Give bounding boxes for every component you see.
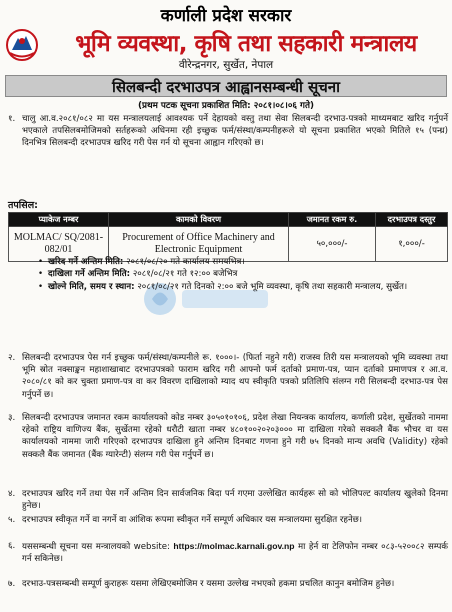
deadline-purchase (38, 256, 448, 268)
deadline-purchase-label: खरिद गर्ने अन्तिम मिति: (48, 257, 124, 267)
para-1-number: १. (8, 114, 16, 124)
para-1: चालु आ.व.२०८१/०८२ मा यस मन्त्रालयलाई आवश्यक पर्ने देहायको वस्तु तथा सेवा सिलबन्दी दरभाउ-पत्रको माध्यमबाट खरिद गर्नुपर्ने भएकाले तपसिलबमोजिमको सर्तहरूको अधिनमा रही इच्छुक फर्म/संस्था/कम्पनीहरूले यो सूचना प्रकाशित भएको मितिले १५ (पन्ध्र) दिनभित्र सिलबन्दी दरभाउपत्र खरिद गरी पेस गर्न यो सूचना आह्वान गरिएको छ। (22, 114, 448, 149)
deadline-opening-value: २०८१/०८/२१ गते दिनको २:०० बजे भूमि व्यवस्था, कृषि तथा सहकारी मन्त्रालय, सुर्खेत। (137, 281, 408, 292)
col-package-number: प्याकेज नम्बर (9, 213, 109, 227)
para-2-number: २. (8, 353, 16, 363)
deadline-submission (38, 268, 448, 280)
ministry-name: भूमि व्यवस्था, कृषि तथा सहकारी मन्त्रालय (75, 31, 417, 57)
para-6-text-pre: यससम्बन्धी सूचना यस मन्त्रालयको website: (22, 542, 174, 552)
para-6-number: ६. (8, 541, 16, 551)
para-3: सिलबन्दी दरभाउपत्र जमानत रकम कार्यालयको कोड नम्बर ३०५०१०१०६, प्रदेश लेखा नियन्त्रक कार्यालय, कर्णाली प्रदेश, सुर्खेतको नाममा रहेको राष्ट्रिय वाणिज्य बैंक, सुर्खेतमा रहेको धरौटी खाता नम्बर ४८०१००२०२०३००० मा दाखिला गरेको सक्कलै बैंक भौचर वा यस कार्यालयको नाममा जारी गरिएको दरभाउपत्र दाखिला हुने अन्तिम दिनबाट गणना हुने गरी ७५ दिनको मान्य अवधि (Validity) रहेको सक्कलै बैंक जमानत (बैंक ग्यारेन्टी) संलग्न गरी पेस गर्नुपर्ने छ। (22, 413, 448, 460)
security-amount: ५०,०००/- (289, 227, 376, 262)
para-7: दरभाउ-पत्रसम्बन्धी सम्पूर्ण कुराहरू यसमा लेखिएबमोजिम र यसमा उल्लेख नभएको हकमा प्रचलित कानुन बमोजिम हुनेछ। (22, 579, 395, 589)
para-6-text-post: मा हेर्न वा टेलिफोन नम्बर ०८३-५२००८२ सम्पर्क गर्न सकिनेछ। (22, 542, 448, 565)
deadline-purchase-value: २०८१/०८/२० गते कार्यालय समयभित्र। (126, 257, 245, 267)
para-4-number: ४. (8, 489, 16, 499)
nepal-emblem-icon (6, 28, 38, 62)
table-header-row (9, 213, 448, 227)
para-7-number: ७. (8, 579, 16, 589)
bid-fee: १,०००/- (376, 227, 448, 262)
para-5-number: ५. (8, 515, 16, 525)
address: वीरेन्द्रनगर, सुर्खेत, नेपाल (178, 59, 274, 71)
deadline-opening-label: खोल्ने मिति, समय र स्थान: (48, 281, 135, 292)
publication-date: (प्रथम पटक सूचना प्रकाशित मिति: २०८१।०८।०६ गते) (137, 101, 315, 111)
deadline-opening (38, 281, 448, 293)
ministry-website-link[interactable]: https://molmac.karnali.gov.np (173, 541, 295, 551)
col-security-amount: जमानत रकम रु. (289, 213, 376, 227)
col-bid-fee: दरभाउपत्र दस्तुर (376, 213, 448, 227)
para-4: दरभाउपत्र खरिद गर्ने तथा पेस गर्ने अन्तिम दिन सार्वजनिक बिदा पर्न गएमा उल्लेखित कार्यहरू सो को भोलिपल्ट कार्यालय खुलेको दिनमा हुनेछ। (22, 489, 448, 512)
para-5: दरभाउपत्र स्वीकृत गर्ने वा नगर्ने वा आंशिक रूपमा स्वीकृत गर्ने सम्पूर्ण अधिकार यस मन्त्रालयमा सुरक्षित रहनेछ। (22, 515, 362, 525)
deadline-submission-value: २०८१/०८/२१ गते १२:०० बजेभित्र (132, 269, 238, 280)
package-table (8, 212, 448, 262)
notice-title: सिलबन्दी दरभाउपत्र आह्वानसम्बन्धी सूचना (5, 75, 447, 97)
para-2: सिलबन्दी दरभाउपत्र पेस गर्न इच्छुक फर्म/संस्था/कम्पनीले रू. १०००।- (फिर्ता नहुने गरी) राजस्व तिरी यस मन्त्रालयको भूमि व्यवस्था तथा भूमि स्रोत नक्साङ्कन महाशाखाबाट दरभाउपत्रको फाराम खरिद गरी आफ्नो फर्म दर्ताको प्रमाण-पत्र, प्यान दर्ताको प्रमाणपत्र र आ.व. २०८०/८१ को कर चुक्ता प्रमाण-पत्र वा कर विवरण दाखिलाको म्याद थप स्वीकृति पत्रको प्रतिलिपि संलग्न गरी सिलबन्दी दरभाउ-पत्र पेस गर्नुपर्ने छ। (22, 353, 448, 400)
government-name: कर्णाली प्रदेश सरकार (160, 6, 292, 26)
work-description: Procurement of Office Machinery and Electronic Equipment (109, 227, 289, 262)
deadline-list (38, 256, 448, 293)
para-3-number: ३. (8, 413, 16, 423)
deadline-submission-label: दाखिला गर्ने अन्तिम मिति: (48, 269, 131, 280)
col-work-description: कामको विवरण (109, 213, 289, 227)
details-label: तपसिल: (8, 200, 38, 211)
para-6 (22, 540, 448, 565)
package-number: MOLMAC/ SQ/2081-082/01 (9, 227, 109, 262)
